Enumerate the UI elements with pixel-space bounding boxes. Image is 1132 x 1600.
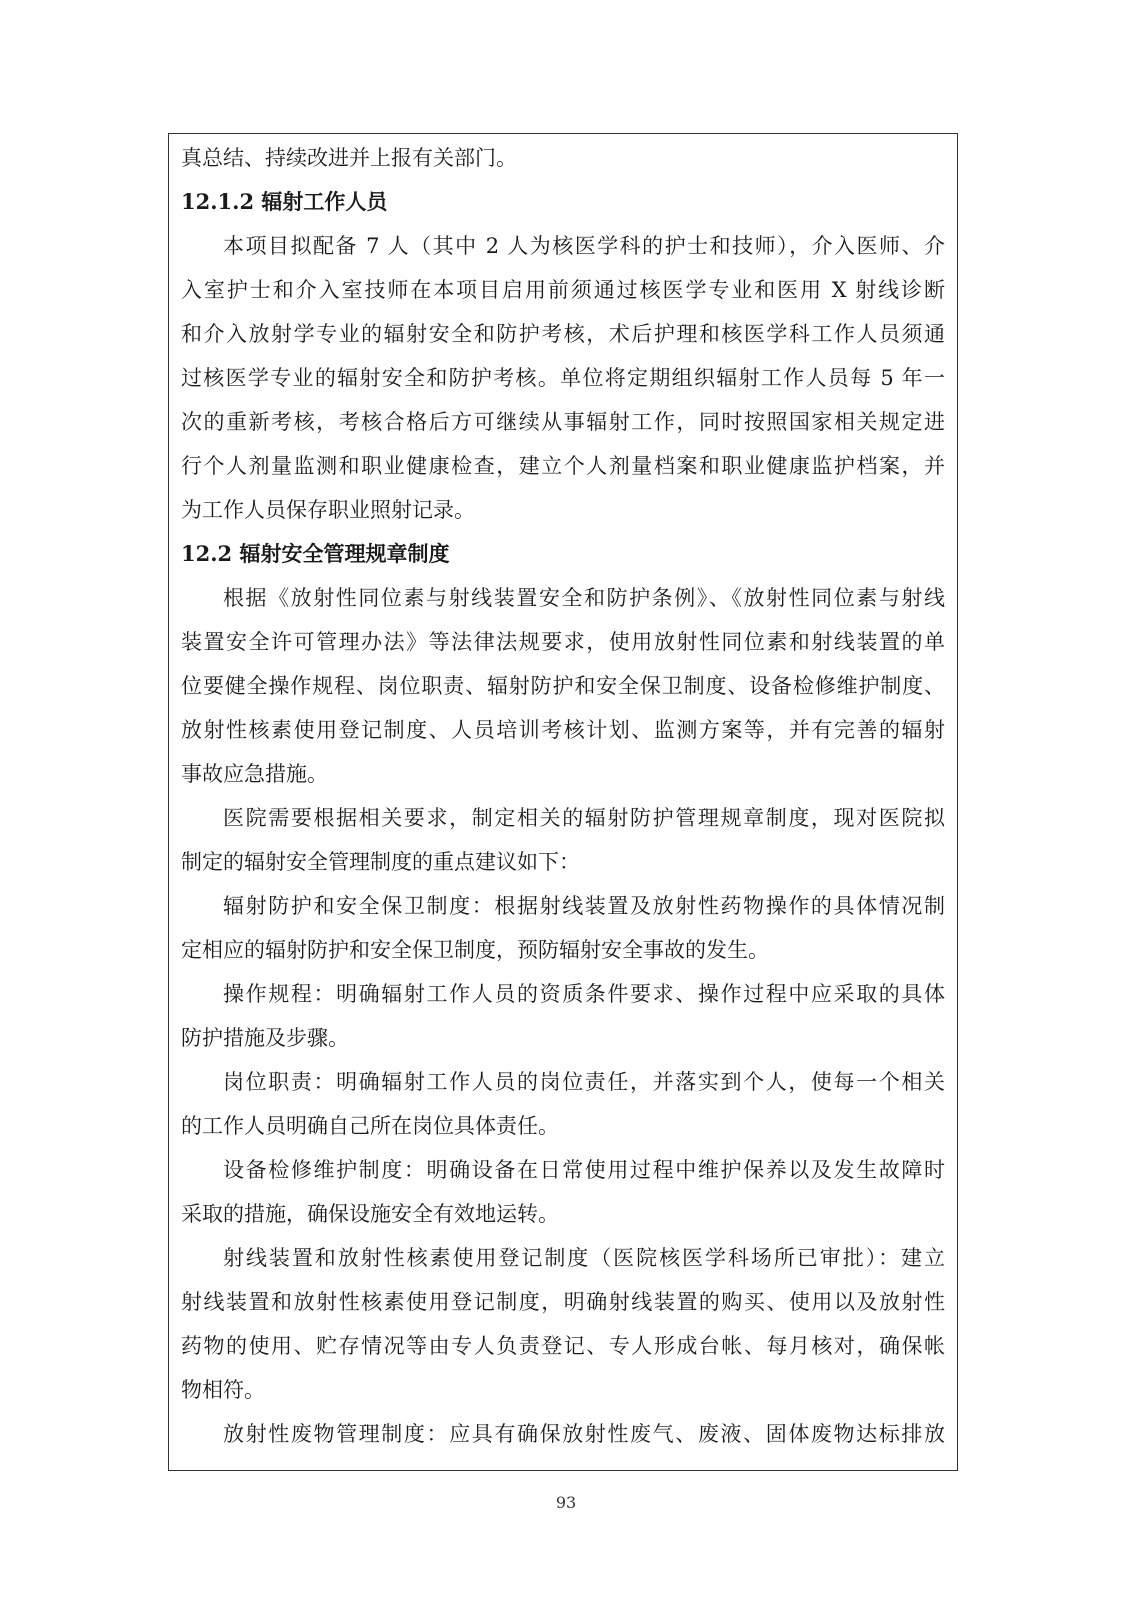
paragraph-line: 射线装置和放射性核素使用登记制度，明确射线装置的购买、使用以及放射性	[181, 1290, 945, 1314]
paragraph-line: 采取的措施，确保设施安全有效地运转。	[181, 1202, 559, 1226]
paragraph-line: 岗位职责：明确辐射工作人员的岗位责任，并落实到个人，使每一个相关	[223, 1070, 945, 1094]
paragraph-line: 射线装置和放射性核素使用登记制度（医院核医学科场所已审批）：建立	[223, 1246, 945, 1270]
paragraph-line: 放射性废物管理制度：应具有确保放射性废气、废液、固体废物达标排放	[223, 1422, 945, 1446]
paragraph-line: 物相符。	[181, 1378, 265, 1402]
paragraph-line: 行个人剂量监测和职业健康检查，建立个人剂量档案和职业健康监护档案，并	[181, 454, 945, 478]
paragraph-line: 设备检修维护制度：明确设备在日常使用过程中维护保养以及发生故障时	[223, 1158, 945, 1182]
paragraph-maintenance	[181, 1148, 945, 1236]
paragraph-job-duties	[181, 1060, 945, 1148]
section-heading-12-2: 12.2 辐射安全管理规章制度	[181, 541, 450, 566]
paragraph-line: 操作规程：明确辐射工作人员的资质条件要求、操作过程中应采取的具体	[223, 982, 945, 1006]
paragraph-line: 位要健全操作规程、岗位职责、辐射防护和安全保卫制度、设备检修维护制度、	[181, 674, 945, 698]
paragraph-line: 和介入放射学专业的辐射安全和防护考核，术后护理和核医学科工作人员须通	[181, 322, 945, 346]
paragraph-line: 定相应的辐射防护和安全保卫制度，预防辐射安全事故的发生。	[181, 938, 769, 962]
paragraph-regulations	[181, 576, 945, 796]
page-number: 93	[555, 1493, 577, 1512]
carry-over-line: 真总结、持续改进并上报有关部门。	[181, 146, 517, 170]
paragraph-operating-rules	[181, 972, 945, 1060]
paragraph-staff	[181, 224, 945, 532]
paragraph-line: 医院需要根据相关要求，制定相关的辐射防护管理规章制度，现对医院拟	[223, 806, 945, 830]
paragraph-security-system	[181, 884, 945, 972]
paragraph-line: 本项目拟配备 7 人（其中 2 人为核医学科的护士和技师），介入医师、介	[223, 234, 945, 258]
paragraph-suggestions	[181, 796, 945, 884]
paragraph-line: 为工作人员保存职业照射记录。	[181, 498, 475, 522]
content-frame	[168, 133, 958, 1471]
paragraph-line: 药物的使用、贮存情况等由专人负责登记、专人形成台帐、每月核对，确保帐	[181, 1334, 945, 1358]
paragraph-line: 制定的辐射安全管理制度的重点建议如下：	[181, 850, 580, 874]
paragraph-line: 辐射防护和安全保卫制度：根据射线装置及放射性药物操作的具体情况制	[223, 894, 945, 918]
paragraph-line: 次的重新考核，考核合格后方可继续从事辐射工作，同时按照国家相关规定进	[181, 410, 945, 434]
paragraph-line: 的工作人员明确自己所在岗位具体责任。	[181, 1114, 559, 1138]
paragraph-line: 防护措施及步骤。	[181, 1026, 349, 1050]
paragraph-line: 入室护士和介入室技师在本项目启用前须通过核医学专业和医用 X 射线诊断	[181, 278, 945, 302]
paragraph-waste-management	[181, 1412, 945, 1456]
paragraph-line: 事故应急措施。	[181, 762, 328, 786]
paragraph-line: 放射性核素使用登记制度、人员培训考核计划、监测方案等，并有完善的辐射	[181, 718, 945, 742]
paragraph-registration	[181, 1236, 945, 1412]
paragraph-line: 根据《放射性同位素与射线装置安全和防护条例》、《放射性同位素与射线	[223, 586, 945, 610]
paragraph-line: 过核医学专业的辐射安全和防护考核。单位将定期组织辐射工作人员每 5 年一	[181, 366, 945, 390]
section-heading-12-1-2: 12.1.2 辐射工作人员	[181, 189, 388, 214]
paragraph-line: 装置安全许可管理办法》等法律法规要求，使用放射性同位素和射线装置的单	[181, 630, 945, 654]
